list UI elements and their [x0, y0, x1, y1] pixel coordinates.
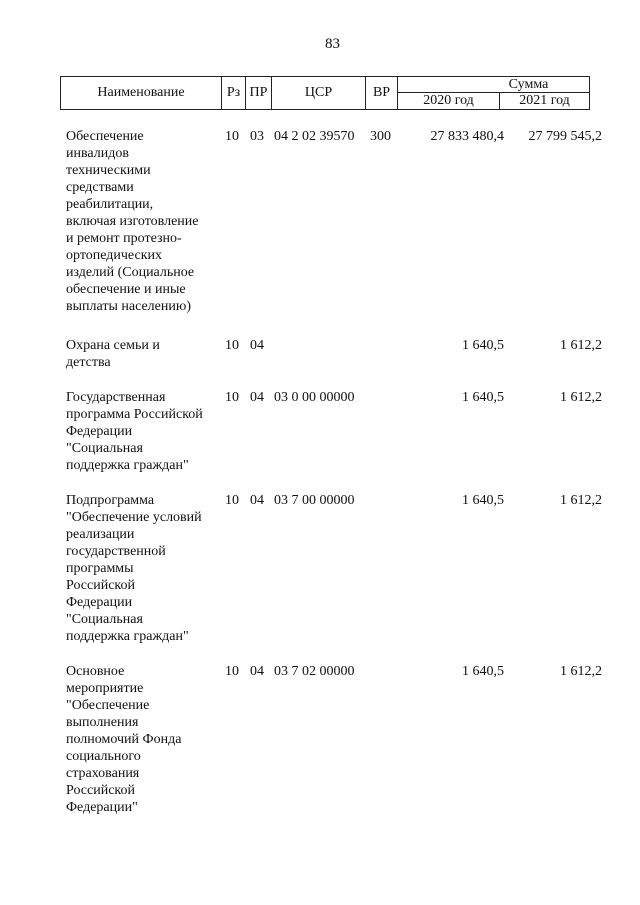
- row-name-line: Федерации: [66, 595, 133, 610]
- row-csr: 04 2 02 39570: [274, 129, 355, 144]
- row-name-line: "Социальная: [66, 441, 143, 456]
- row-sum-2020: 27 833 480,4: [430, 129, 504, 144]
- row-name-line: средствами: [66, 180, 134, 195]
- row-name-line: "Обеспечение условий: [66, 510, 202, 525]
- row-name-line: социального: [66, 749, 141, 764]
- row-name-line: Федерации: [66, 424, 133, 439]
- row-name: [66, 128, 226, 315]
- row-rz: 10: [225, 129, 239, 144]
- row-name: [66, 389, 226, 474]
- row-rz: 10: [225, 390, 239, 405]
- row-name: [66, 337, 226, 371]
- row-pr: 04: [250, 338, 264, 353]
- row-sum-2021: 1 612,2: [560, 493, 602, 508]
- row-name-line: страхования: [66, 766, 140, 781]
- row-sum-2020: 1 640,5: [462, 390, 504, 405]
- row-name-line: поддержка граждан": [66, 458, 189, 473]
- row-sum-2021: 27 799 545,2: [528, 129, 602, 144]
- row-name-line: Обеспечение: [66, 129, 144, 144]
- row-name-line: Охрана семьи и: [66, 338, 160, 353]
- row-name-line: включая изготовление: [66, 214, 199, 229]
- row-csr: 03 0 00 00000: [274, 390, 355, 405]
- header-vr: ВР: [366, 77, 398, 109]
- row-sum-2020: 1 640,5: [462, 664, 504, 679]
- row-csr: 03 7 02 00000: [274, 664, 355, 679]
- row-name-line: полномочий Фонда: [66, 732, 182, 747]
- header-rz: Рз: [222, 77, 246, 109]
- row-name-line: обеспечение и иные: [66, 282, 186, 297]
- header-year-2020: 2020 год: [398, 93, 500, 109]
- row-pr: 04: [250, 493, 264, 508]
- row-name-line: Российской: [66, 578, 135, 593]
- row-name-line: "Обеспечение: [66, 698, 150, 713]
- row-name-line: Подпрограмма: [66, 493, 155, 508]
- row-name-line: государственной: [66, 544, 166, 559]
- row-name-line: инвалидов: [66, 146, 129, 161]
- row-vr: 300: [370, 129, 391, 144]
- page-number: 83: [325, 36, 340, 52]
- row-name-line: поддержка граждан": [66, 629, 189, 644]
- row-name-line: мероприятие: [66, 681, 144, 696]
- row-sum-2020: 1 640,5: [462, 338, 504, 353]
- row-name: [66, 663, 226, 816]
- row-name-line: ортопедических: [66, 248, 162, 263]
- row-name-line: выполнения: [66, 715, 139, 730]
- row-name-line: Государственная: [66, 390, 166, 405]
- row-pr: 04: [250, 390, 264, 405]
- row-name-line: "Социальная: [66, 612, 143, 627]
- header-year-2021: 2021 год: [519, 93, 570, 108]
- row-name-line: Российской: [66, 783, 135, 798]
- row-rz: 10: [225, 493, 239, 508]
- row-pr: 03: [250, 129, 264, 144]
- header-sum: Сумма: [398, 77, 589, 93]
- row-name-line: и ремонт протезно-: [66, 231, 182, 246]
- row-sum-2021: 1 612,2: [560, 664, 602, 679]
- row-csr: 03 7 00 00000: [274, 493, 355, 508]
- row-name-line: детства: [66, 355, 111, 370]
- row-name-line: техническими: [66, 163, 151, 178]
- row-name-line: Федерации": [66, 800, 138, 815]
- row-name-line: Основное: [66, 664, 125, 679]
- row-sum-2021: 1 612,2: [560, 338, 602, 353]
- row-name-line: реализации: [66, 527, 135, 542]
- row-pr: 04: [250, 664, 264, 679]
- row-name: [66, 492, 226, 645]
- header-csr: ЦСР: [272, 77, 366, 109]
- row-sum-2021: 1 612,2: [560, 390, 602, 405]
- header-pr: ПР: [246, 77, 272, 109]
- row-name-line: программа Российской: [66, 407, 203, 422]
- table-header: [60, 76, 590, 110]
- header-name: Наименование: [61, 77, 222, 109]
- row-name-line: программы: [66, 561, 134, 576]
- header-sum-group: [398, 77, 589, 109]
- row-rz: 10: [225, 338, 239, 353]
- row-name-line: выплаты населению): [66, 299, 191, 314]
- row-name-line: реабилитации,: [66, 197, 154, 212]
- row-sum-2020: 1 640,5: [462, 493, 504, 508]
- row-rz: 10: [225, 664, 239, 679]
- row-name-line: изделий (Социальное: [66, 265, 195, 280]
